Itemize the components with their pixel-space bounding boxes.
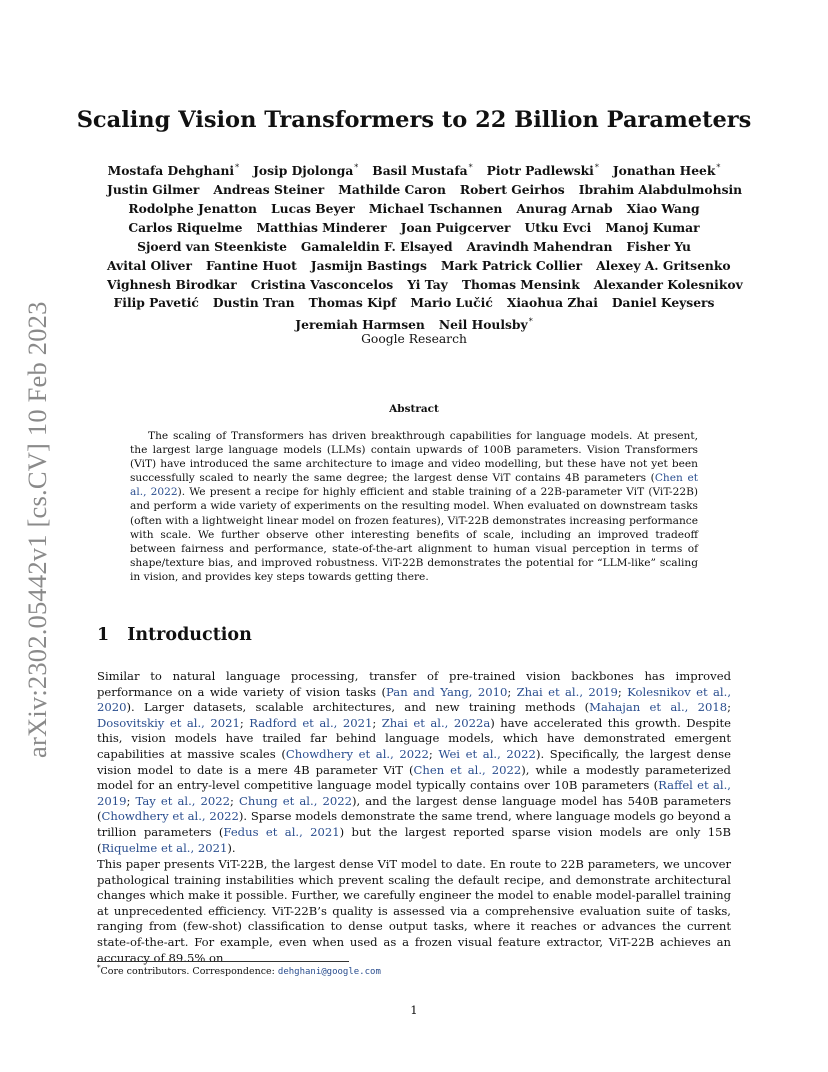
author-name: Alexey A. Gritsenko xyxy=(596,257,731,273)
author-name: Robert Geirhos xyxy=(459,182,565,197)
author-name: Joan Puigcerver xyxy=(400,219,511,235)
core-contributor-mark: * xyxy=(468,163,473,172)
citation-link[interactable]: Chen et al., 2022 xyxy=(130,472,698,499)
author-line xyxy=(100,238,728,257)
citation-link[interactable]: Tay et al., 2022 xyxy=(135,793,231,808)
author-line xyxy=(100,200,728,219)
author-line xyxy=(100,181,743,200)
author-name: Mathilde Caron xyxy=(338,182,446,197)
author-line xyxy=(100,257,731,276)
author-name: Piotr Padlewski* xyxy=(486,163,599,179)
author-name: Xiaohua Zhai xyxy=(506,295,598,311)
footnote-email[interactable]: dehghani@google.com xyxy=(277,967,381,978)
footnote-text: Core contributors. Correspondence: xyxy=(100,966,278,978)
citation-link[interactable]: Pan and Yang, 2010 xyxy=(386,684,508,699)
author-name: Lucas Beyer xyxy=(271,200,355,216)
author-name: Anurag Arnab xyxy=(516,200,613,216)
author-name: Jonathan Heek* xyxy=(612,163,721,179)
section-title: Introduction xyxy=(127,625,252,645)
citation-link[interactable]: Zhai et al., 2019 xyxy=(516,684,618,699)
author-name: Mario Lučić xyxy=(410,295,493,311)
author-name: Jeremiah Harmsen xyxy=(295,317,425,333)
author-name: Dustin Tran xyxy=(212,295,295,311)
body-paragraph-2: This paper presents ViT-22B, the largest dense ViT model to date. En route to 22B parameters, we uncover pathological training instabilities which prevent scaling the default recipe, and demonstrate architectural changes which make it possible. Further, we carefully engineer the model to enable model-parallel training at unprecedented efficiency. ViT-22B’s quality is assessed via a comprehensive evaluation suite of tasks, ranging from (few-shot) classification to dense output tasks, where it reaches or advances the current state-of-the-art. For example, even when used as a frozen visual feature extractor, ViT-22B achieves an accuracy of 89.5% on xyxy=(97,857,731,965)
author-name: Alexander Kolesnikov xyxy=(593,276,743,292)
author-name: Manoj Kumar xyxy=(605,219,700,235)
author-name: Daniel Keysers xyxy=(611,295,715,311)
author-line xyxy=(100,159,728,181)
author-line xyxy=(100,294,728,313)
author-name: Vighnesh Birodkar xyxy=(107,276,237,292)
citation-link[interactable]: Chen et al., 2022 xyxy=(413,762,522,777)
author-list xyxy=(100,159,743,335)
citation-link[interactable]: Dosovitskiy et al., 2021 xyxy=(97,715,240,730)
author-name: Justin Gilmer xyxy=(107,182,200,197)
author-name: Aravindh Mahendran xyxy=(466,238,613,254)
author-name: Carlos Riquelme xyxy=(128,219,243,235)
page-number: 1 xyxy=(410,1003,418,1017)
citation-link[interactable]: Radford et al., 2021 xyxy=(249,715,373,730)
section-number: 1 xyxy=(97,625,110,645)
citation-link[interactable]: Chung et al., 2022 xyxy=(239,793,352,808)
core-contributor-mark: * xyxy=(235,163,240,172)
author-name: Rodolphe Jenatton xyxy=(128,200,257,216)
core-contributor-mark: * xyxy=(594,163,599,172)
core-contributor-mark: * xyxy=(354,163,359,172)
abstract-text: The scaling of Transformers has driven breakthrough capabilities for language models. At present, the largest large language models (LLMs) contain upwards of 100B parameters. Vision Transformers (ViT) have introduced the same architecture to image and video modelling, but these have not yet been successfully scaled to nearly the same degree; the largest dense ViT contains 4B parameters (Chen et al., 2022). We present a recipe for highly efficient and stable training of a 22B-parameter ViT (ViT-22B) and perform a wide variety of experiments on the resulting model. When evaluated on downstream tasks (often with a lightweight linear model on frozen features), ViT-22B demonstrates increasing performance with scale. We further observe other interesting benefits of scale, including an improved tradeoff between fairness and performance, state-of-the-art alignment to human visual perception in terms of shape/texture bias, and improved robustness. ViT-22B demonstrates the potential for “LLM-like” scaling in vision, and provides key steps towards getting there. xyxy=(130,430,698,583)
author-name: Thomas Mensink xyxy=(461,276,580,292)
affiliation: Google Research xyxy=(361,332,467,346)
footnote-mark: * xyxy=(97,964,101,972)
author-name: Gamaleldin F. Elsayed xyxy=(300,238,453,254)
author-name: Utku Evci xyxy=(524,219,592,235)
author-name: Avital Oliver xyxy=(107,257,192,273)
author-name: Basil Mustafa* xyxy=(372,163,473,179)
citation-link[interactable]: Kolesnikov et al., 2020 xyxy=(97,684,731,715)
author-name: Josip Djolonga* xyxy=(253,163,359,179)
core-contributor-mark: * xyxy=(528,317,533,327)
citation-link[interactable]: Mahajan et al., 2018 xyxy=(589,700,728,715)
author-name: Mostafa Dehghani* xyxy=(107,163,240,179)
author-name: Cristina Vasconcelos xyxy=(250,276,394,292)
author-name: Thomas Kipf xyxy=(308,295,397,311)
paper-title: Scaling Vision Transformers to 22 Billion Parameters xyxy=(76,107,752,133)
arxiv-identifier: arXiv:2302.05442v1 [cs.CV] 10 Feb 2023 xyxy=(22,301,52,758)
author-name: Michael Tschannen xyxy=(368,200,503,216)
author-name: Matthias Minderer xyxy=(256,219,387,235)
author-name: Mark Patrick Collier xyxy=(440,257,583,273)
footnote xyxy=(97,964,381,977)
citation-link[interactable]: Riquelme et al., 2021 xyxy=(101,840,228,855)
citation-link[interactable]: Fedus et al., 2021 xyxy=(223,824,340,839)
citation-link[interactable]: Zhai et al., 2022a xyxy=(381,715,491,730)
author-name: Fantine Huot xyxy=(205,257,297,273)
section-heading xyxy=(97,625,252,645)
body-paragraph-1: Similar to natural language processing, transfer of pre-trained vision backbones has improved performance on a wide variety of vision tasks (Pan and Yang, 2010; Zhai et al., 2019; Kolesnikov et al., 2020). Larger datasets, scalable architectures, and new training methods (Mahajan et al., 2018; Dosovitskiy et al., 2021; Radford et al., 2021; Zhai et al., 2022a) have accelerated this growth. Despite this, vision models have trailed far behind language models, which have demonstrated emergent capabilities at massive scales (Chowdhery et al., 2022; Wei et al., 2022). Specifically, the largest dense vision model to date is a mere 4B parameter ViT (Chen et al., 2022), while a modestly parameterized model for an entry-level competitive language model typically contains over 10B parameters (Raffel et al., 2019; Tay et al., 2022; Chung et al., 2022), and the largest dense language model has 540B parameters (Chowdhery et al., 2022). Sparse models demonstrate the same trend, where language models go beyond a trillion parameters (Fedus et al., 2021) but the largest reported sparse vision models are only 15B (Riquelme et al., 2021). xyxy=(97,669,732,855)
citation-link[interactable]: Chowdhery et al., 2022 xyxy=(101,809,239,824)
author-line xyxy=(100,276,743,295)
author-name: Jasmijn Bastings xyxy=(310,257,427,273)
author-name: Fisher Yu xyxy=(626,238,691,254)
citation-link[interactable]: Wei et al., 2022 xyxy=(438,746,536,761)
author-name: Sjoerd van Steenkiste xyxy=(137,238,287,254)
author-name: Neil Houlsby* xyxy=(438,317,533,333)
author-name: Xiao Wang xyxy=(626,200,700,216)
author-line xyxy=(100,219,728,238)
citation-link[interactable]: Chowdhery et al., 2022 xyxy=(285,746,429,761)
abstract-heading: Abstract xyxy=(389,403,439,415)
author-name: Yi Tay xyxy=(407,276,448,292)
author-name: Filip Pavetić xyxy=(113,295,199,311)
author-name: Ibrahim Alabdulmohsin xyxy=(578,182,743,197)
citation-link[interactable]: Raffel et al., 2019 xyxy=(97,778,731,808)
core-contributor-mark: * xyxy=(716,163,721,172)
footnote-rule xyxy=(97,961,349,962)
author-name: Andreas Steiner xyxy=(213,182,325,197)
